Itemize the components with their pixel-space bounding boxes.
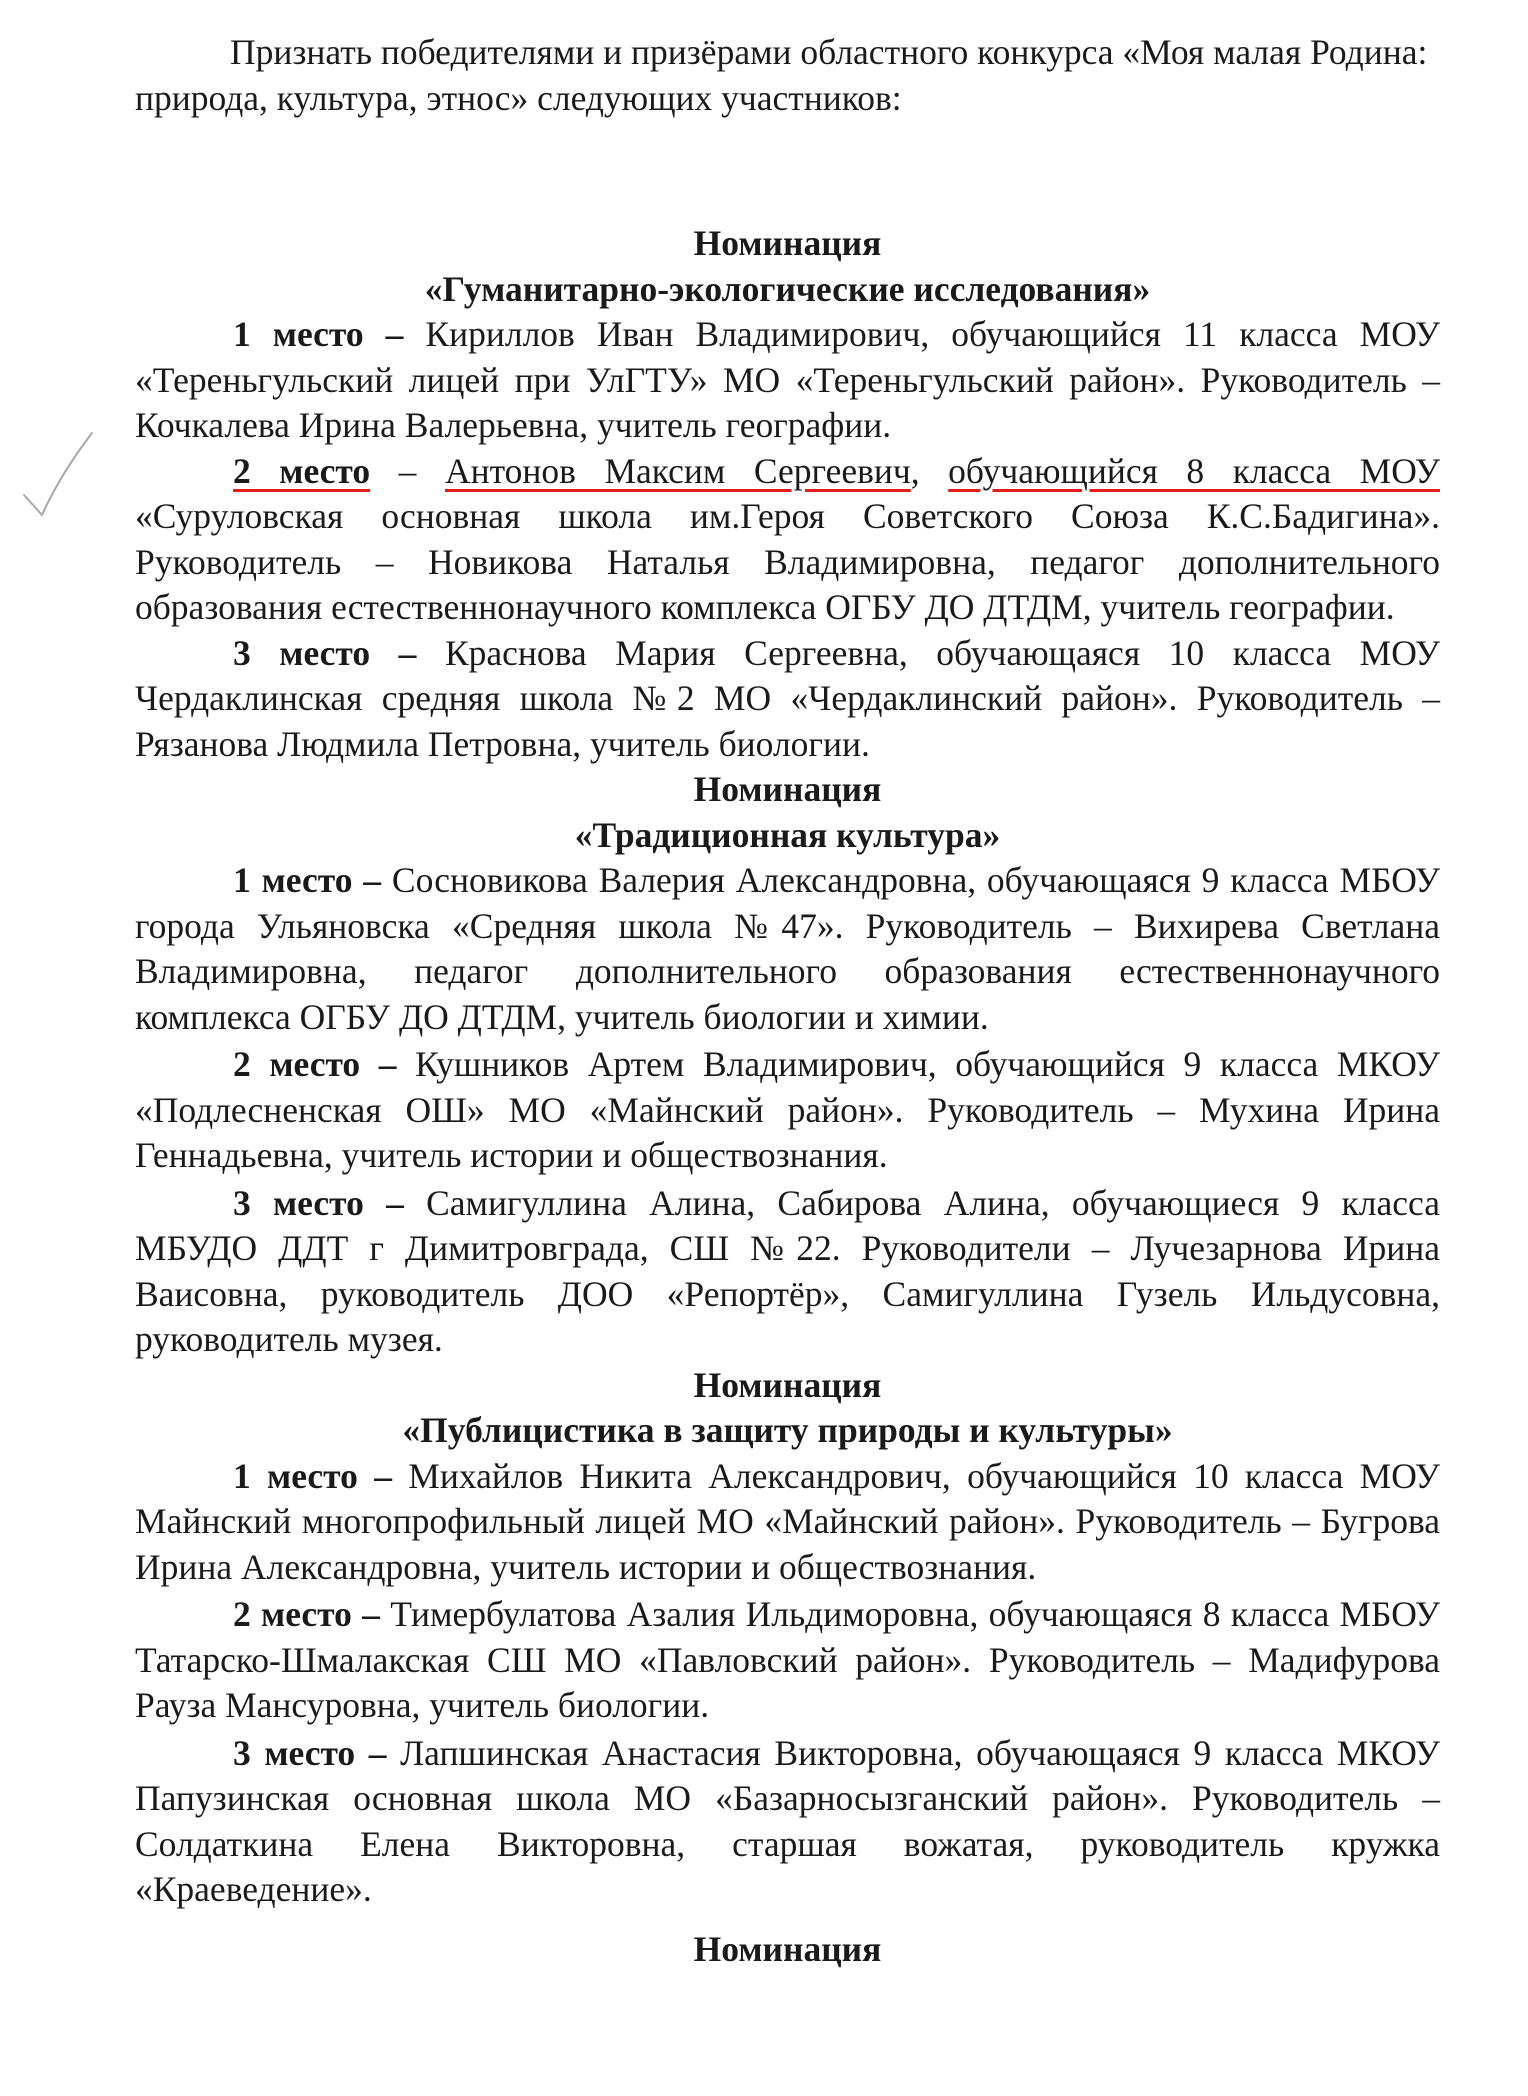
winner-entry <box>135 1731 1440 1913</box>
entry-text: «Суруловская основная школа им.Героя Советского Союза К.С.Бадигина». Руководитель – Новикова Наталья Владимировна, педагог дополнительного образования естественнонаучного комплекса ОГБУ ДО ДТДМ, учитель географии. <box>135 496 1440 627</box>
entry-text: Кушников Артем Владимирович, обучающийся 9 класса МКОУ «Подлесненская ОШ» МО «Майнский район». Руководитель – Мухина Ирина Геннадьевна, учитель истории и обществознания. <box>135 1044 1440 1175</box>
nomination-section <box>135 1363 1440 1913</box>
entry-text: Тимербулатова Азалия Ильдиморовна, обучающаяся 8 класса МБОУ Татарско-Шмалакская СШ МО «Павловский район». Руководитель – Мадифурова Рауза Мансуровна, учитель биологии. <box>135 1594 1440 1725</box>
place-label: 1 место – <box>233 860 382 900</box>
nomination-section <box>135 221 1440 767</box>
winner-entry <box>135 1592 1440 1729</box>
winner-entry-highlighted <box>135 449 1440 631</box>
entry-text: Кириллов Иван Владимирович, обучающийся 11 класса МОУ «Тереньгульский лицей при УлГТУ» МО «Тереньгульский район». Руководитель – Кочкалева Ирина Валерьевна, учитель географии. <box>135 314 1440 445</box>
nomination-heading <box>135 1927 1440 1973</box>
place-label: 3 место – <box>233 632 417 673</box>
entry-dash: – <box>370 450 445 491</box>
nomination-label: Номинация <box>693 769 882 809</box>
winner-entry <box>135 858 1440 1040</box>
place-label: 1 место – <box>233 1455 392 1496</box>
pencil-check-mark <box>20 425 95 520</box>
entry-text: Самигуллина Алина, Сабирова Алина, обучающиеся 9 класса МБУДО ДДТ г Димитровграда, СШ №22. Руководители – Лучезарнова Ирина Ваисовна, руководитель ДОО «Репортёр», Самигуллина Гузель Ильдусовна, руководитель музея. <box>135 1182 1440 1359</box>
nomination-label: Номинация <box>693 223 882 263</box>
nomination-title: «Традиционная культура» <box>574 814 1001 855</box>
winner-entry <box>135 1454 1440 1591</box>
underlined-class: обучающийся 8 класса МОУ <box>948 450 1441 491</box>
place-label: 2 место – <box>233 1594 380 1634</box>
entry-text: Михайлов Никита Александрович, обучающийся 10 класса МОУ Майнский многопрофильный лицей МО «Майнский район». Руководитель – Бугрова Ирина Александровна, учитель истории и обществознания. <box>135 1455 1440 1587</box>
nomination-label: Номинация <box>693 1928 882 1969</box>
nomination-title: «Публицистика в защиту природы и культуры» <box>402 1410 1173 1450</box>
winner-entry <box>135 312 1440 449</box>
nomination-heading <box>135 767 1440 858</box>
place-label: 1 место – <box>233 314 404 354</box>
place-label: 2 место – <box>233 1044 397 1084</box>
entry-text: Краснова Мария Сергеевна, обучающаяся 10 класса МОУ Чердаклинская средняя школа №2 МО «Чердаклинский район». Руководитель – Рязанова Людмила Петровна, учитель биологии. <box>135 632 1440 764</box>
entry-text: Сосновикова Валерия Александровна, обучающаяся 9 класса МБОУ города Ульяновска «Средняя школа №47». Руководитель – Вихирева Светлана Владимировна, педагог дополнительного образования естественнонаучного комплекса ОГБУ ДО ДТДМ, учитель биологии и химии. <box>135 860 1440 1037</box>
nomination-section <box>135 1927 1440 1973</box>
nomination-heading <box>135 221 1440 312</box>
intro-paragraph: Признать победителями и призёрами областного конкурса «Моя малая Родина: природа, культура, этнос» следующих участников: <box>135 32 1428 118</box>
place-label: 3 место – <box>233 1732 387 1773</box>
nomination-label: Номинация <box>693 1364 882 1405</box>
winner-entry <box>135 1042 1440 1179</box>
entry-text: Лапшинская Анастасия Викторовна, обучающаяся 9 класса МКОУ Папузинская основная школа МО «Базарносызганский район». Руководитель – Солдаткина Елена Викторовна, старшая вожатая, руководитель кружка «Краеведение». <box>135 1732 1440 1909</box>
underlined-name: Антонов Максим Сергеевич <box>444 450 911 491</box>
winner-entry <box>135 1181 1440 1363</box>
nomination-section <box>135 767 1440 1363</box>
nomination-heading <box>135 1363 1440 1454</box>
entry-separator: , <box>910 450 949 491</box>
place-label: 2 место <box>233 450 371 491</box>
document-page <box>135 30 1440 1972</box>
winner-entry <box>135 631 1440 768</box>
nomination-title: «Гуманитарно-экологические исследования» <box>424 268 1151 309</box>
place-label: 3 место – <box>233 1182 404 1223</box>
